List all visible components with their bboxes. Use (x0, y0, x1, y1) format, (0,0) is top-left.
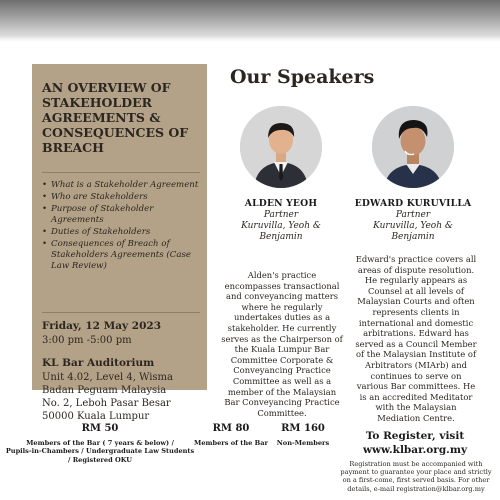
topics-list (42, 180, 204, 273)
event-date: Friday, 12 May 2023 (42, 320, 162, 332)
speaker-role: Partner Kuruvilla, Yeoh & Benjamin (373, 210, 453, 242)
price-rm80-desc: Members of the Bar (194, 439, 268, 447)
panel-divider-bottom (42, 312, 200, 313)
register-note: Registration must be accompanied with payment to guarantee your place and strictly on a first-come, first served basis. For other details, e-mail registration@klbar.org.my (340, 460, 492, 493)
speaker-photo-edward (372, 106, 454, 188)
price-rm50: RM 50 (81, 423, 119, 434)
register-url-link[interactable]: www.klbar.org.my (362, 444, 468, 456)
topic-item: • Consequences of Breach of Stakeholders Agreements (Case Law Review) (42, 239, 204, 272)
topic-item: • Duties of Stakeholders (42, 227, 204, 238)
price-rm80: RM 80 (212, 423, 250, 434)
event-title: AN OVERVIEW OF STAKEHOLDER AGREEMENTS & CONSEQUENCES OF BREACH (42, 80, 189, 155)
event-info-panel (32, 64, 207, 422)
person-silhouette-icon (372, 106, 454, 188)
venue-address-line: Badan Peguam Malaysia (42, 385, 167, 396)
header-photo-band (0, 0, 500, 42)
venue-name: KL Bar Auditorium (42, 357, 155, 369)
speaker-name: EDWARD KURUVILLA (354, 198, 472, 209)
speakers-heading: Our Speakers (230, 66, 375, 88)
price-rm160: RM 160 (281, 423, 325, 434)
person-silhouette-icon (240, 106, 322, 188)
topic-item: • What is a Stakeholder Agreement (42, 180, 204, 191)
venue-address-line: 50000 Kuala Lumpur (42, 411, 150, 422)
speaker-photo-alden (240, 106, 322, 188)
venue-address-line: Unit 4.02, Level 4, Wisma (42, 372, 173, 383)
speaker-bio: Alden's practice encompasses transactional and conveyancing matters where he regularly undertakes duties as a stakeholder. He currently serves as the Chairperson of the Kuala Lumpur Bar Committee Corporate & Conveyancing Practice Committee as well as a member of the Malaysian Bar Conveyancing Practice Committee. (221, 270, 343, 418)
price-rm160-desc: Non-Members (276, 439, 330, 447)
speaker-bio: Edward's practice covers all areas of dispute resolution. He regularly appears as Counsel at all levels of Malaysian Courts and often represents clients in international and domestic arbitrations. Edward has served as a Council Member of the Malaysian Institute of Arbitrators (MIArb) and continues to serve on various Bar committees. He is an accredited Meditator with the Malaysian Mediation Centre. (355, 254, 477, 423)
panel-divider-top (42, 172, 200, 173)
speaker-name: ALDEN YEOH (244, 198, 318, 209)
topic-item: • Who are Stakeholders (42, 192, 204, 203)
event-time: 3:00 pm -5:00 pm (42, 335, 132, 346)
topic-item: • Purpose of Stakeholder Agreements (42, 204, 204, 226)
speaker-role: Partner Kuruvilla, Yeoh & Benjamin (241, 210, 321, 242)
price-rm50-desc: Members of the Bar ( 7 years & below) / Pupils-in-Chambers / Undergraduate Law Students / Registered OKU (5, 439, 195, 464)
venue-address-line: No. 2, Leboh Pasar Besar (42, 398, 171, 409)
register-heading: To Register, visit (365, 430, 465, 442)
